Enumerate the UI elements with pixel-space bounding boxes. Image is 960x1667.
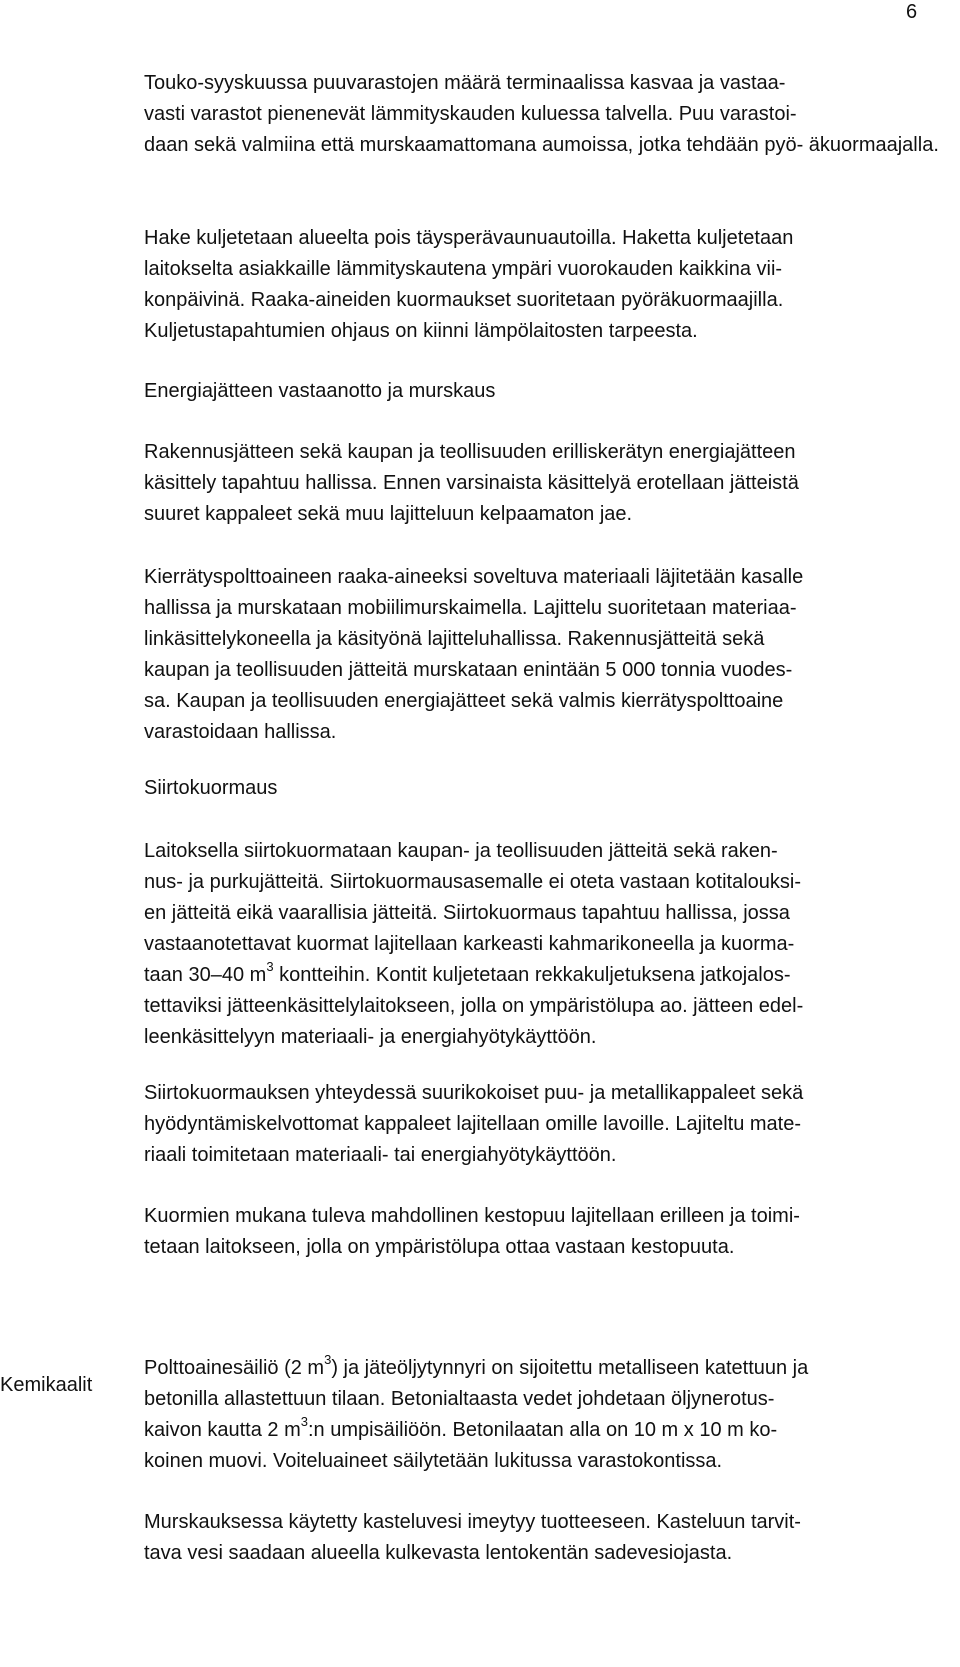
margin-label-chemicals: Kemikaalit [0,1374,93,1396]
paragraph-chip-transport: Hake kuljetetaan alueelta pois täysperävaunuautoilla. Haketta kuljetetaan laitokselta asiakkaille lämmityskautena ympäri vuorokauden kaikkina vii- konpäivinä. Raaka-aineiden kuormaukset suoritetaan pyöräkuormaajilla. Kuljetustapahtumien ohjaus on kiinni lämpölaitosten tarpeesta. [144,227,794,342]
paragraph-fuel-tank-part-c: :n umpisäiliöön. Betonilaatan alla on 10 m x 10 m ko- koinen muovi. Voiteluaineet säilytetään lukitussa varastokontissa. [144,1419,778,1472]
paragraph-fuel-tank [144,1353,946,1477]
heading-energy-waste: Energiajätteen vastaanotto ja murskaus [144,380,496,402]
paragraph-transfer-loading [144,836,946,1053]
paragraph-transfer-loading-part-a: Laitoksella siirtokuormataan kaupan- ja teollisuuden jätteitä sekä raken- nus- ja purkujätteitä. Siirtokuormausasemalle ei oteta vastaan kotitalouksi- en jätteitä eikä vaarallisia jätteitä. Siirtokuormaus tapahtuu hallissa, jossa vastaanotettavat kuormat lajitellaan karkeasti kahmarikoneella ja kuorma- taan 30–40 m [144,840,801,986]
paragraph-bulky-sorting: Siirtokuormauksen yhteydessä suurikokoiset puu- ja metallikappaleet sekä hyödyntämiskelvottomat kappaleet lajitellaan omille lavoille. Lajiteltu mate- riaali toimitetaan materiaali- tai energiahyötykäyttöön. [144,1082,804,1166]
superscript-3: 3 [300,1414,308,1430]
page-number: 6 [906,1,918,23]
heading-transfer-loading: Siirtokuormaus [144,777,278,799]
paragraph-wood-storage: Touko-syyskuussa puuvarastojen määrä terminaalissa kasvaa ja vastaa- vasti varastot pienenevät lämmityskauden kuluessa talvella. Puu varastoi- daan sekä valmiina että murskaamattomana aumoissa, jotka tehdään pyö- äkuormaajalla. [144,72,939,156]
paragraph-fuel-tank-part-a: Polttoainesäiliö (2 m [144,1357,325,1379]
superscript-3: 3 [324,1352,332,1368]
superscript-3: 3 [266,959,274,975]
paragraph-transfer-loading-part-b: kontteihin. Kontit kuljetetaan rekkakuljetuksena jatkojalos- tettaviksi jätteenkäsittelylaitokseen, jolla on ympäristölupa ao. jätteen edel- leenkäsittelyyn materiaali- ja energiahyötykäyttöön. [144,964,804,1048]
paragraph-fuel-tank-part-b: ) ja jäteöljytynnyri on sijoitettu metalliseen katettuun ja betonilla allastettuun tilaan. Betonialtaasta vedet johdetaan öljynerotus- kaivon kautta 2 m [144,1357,809,1441]
paragraph-irrigation-water: Murskauksessa käytetty kasteluvesi imeytyy tuotteeseen. Kasteluun tarvit- tava vesi saadaan alueella kulkevasta lentokentän sadevesiojasta. [144,1511,801,1564]
paragraph-recycled-fuel: Kierrätyspolttoaineen raaka-aineeksi soveltuva materiaali läjitetään kasalle hallissa ja murskataan mobiilimurskaimella. Lajittelu suoritetaan materiaa- linkäsittelykoneella ja käsityönä lajitteluhallissa. Rakennusjätteitä sekä kaupan ja teollisuuden jätteitä murskataan enintään 5 000 tonnia vuodes- sa. Kaupan ja teollisuuden energiajätteet sekä valmis kierrätyspolttoaine varastoidaan hallissa. [144,566,804,743]
paragraph-energy-waste-handling: Rakennusjätteen sekä kaupan ja teollisuuden erilliskerätyn energiajätteen käsittely tapahtuu hallissa. Ennen varsinaista käsittelyä erotellaan jätteistä suuret kappaleet sekä muu lajitteluun kelpaamaton jae. [144,441,799,525]
paragraph-treated-wood: Kuormien mukana tuleva mahdollinen kestopuu lajitellaan erilleen ja toimi- tetaan laitokseen, jolla on ympäristölupa ottaa vastaan kestopuuta. [144,1205,800,1258]
